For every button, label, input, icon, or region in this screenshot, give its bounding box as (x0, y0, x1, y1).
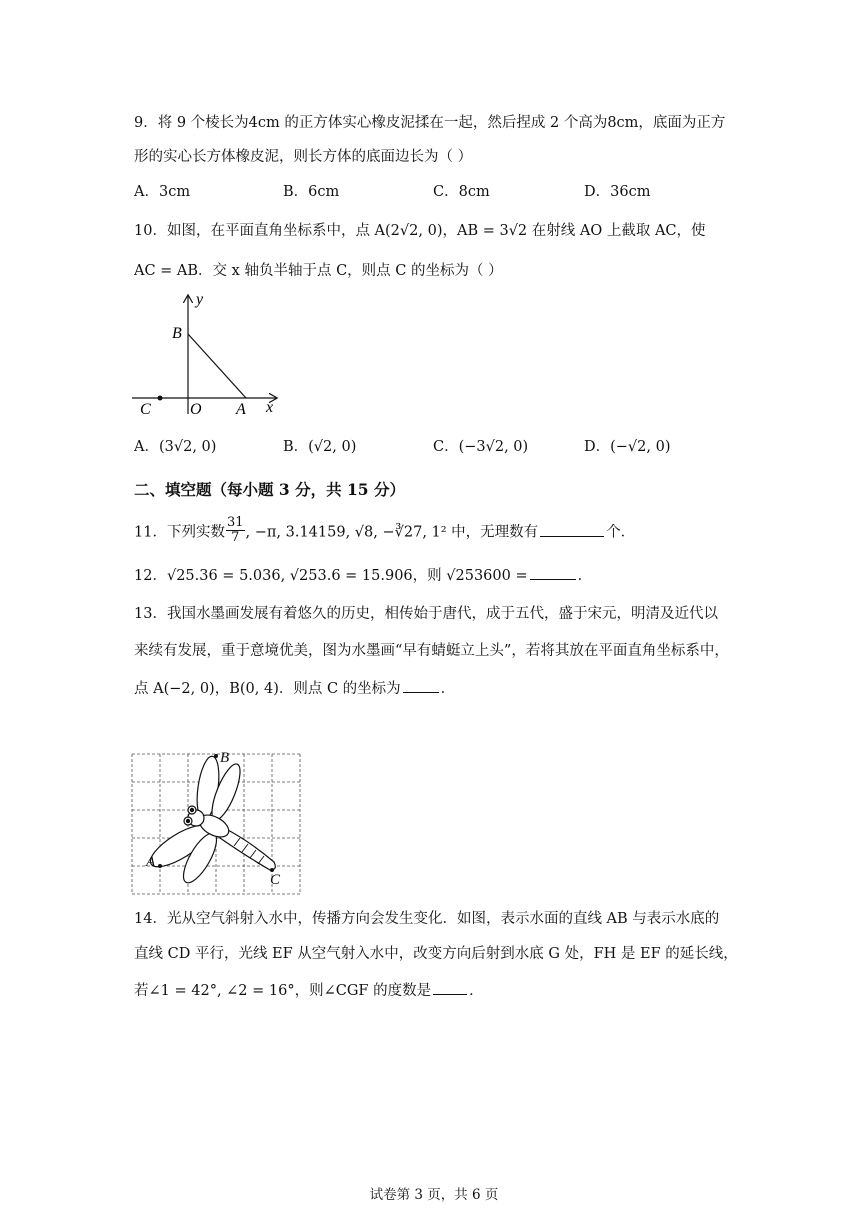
q10-option-b: B．(√2, 0) (283, 439, 357, 455)
q11-prefix: 11．下列实数 (134, 524, 225, 541)
q10-line2: AC = AB．交 x 轴负半轴于点 C，则点 C 的坐标为（ ） (134, 263, 503, 279)
segment-ab (188, 334, 246, 398)
q13-line3: 点 A(−2, 0)，B(0, 4)．则点 C 的坐标为 (134, 681, 401, 697)
q13-suffix: ． (440, 681, 456, 697)
q11-frac-den: 7 (231, 530, 240, 545)
q14-line1: 14．光从空气斜射入水中，传播方向会发生变化．如图，表示水面的直线 AB 与表示水底的 (134, 911, 720, 927)
label-c: C (140, 401, 151, 418)
label-a: A (236, 401, 246, 418)
q11-line (134, 515, 636, 547)
q10-option-a: A．(3√2, 0) (134, 439, 217, 455)
q14-answer-blank[interactable] (433, 980, 467, 995)
q9-option-d: D．36cm (584, 184, 651, 200)
page-footer: 试卷第 3 页，共 6 页 (369, 1187, 499, 1203)
point-b (214, 754, 218, 758)
q13-line3-wrap (134, 678, 455, 698)
label-b: B (172, 325, 182, 342)
dragonfly (145, 755, 276, 887)
q10-option-d: D．(−√2, 0) (584, 439, 671, 455)
q12-suffix: ． (577, 568, 593, 584)
point-a (158, 864, 162, 868)
q10-option-c: C．(−3√2, 0) (433, 439, 529, 455)
q12-answer-blank[interactable] (530, 565, 576, 580)
section-2-title: 二、填空题（每小题 3 分，共 15 分） (134, 480, 405, 499)
label-x: x (266, 399, 274, 416)
q11-answer-blank[interactable] (540, 522, 604, 537)
label-c: C (270, 872, 281, 888)
q9-line2: 形的实心长方体橡皮泥，则长方体的底面边长为（ ） (134, 149, 473, 165)
q14-line2: 直线 CD 平行，光线 EF 从空气射入水中，改变方向后射到水底 G 处，FH 是 EF 的延长线， (134, 946, 738, 962)
q10-coordinate-figure (128, 290, 288, 420)
q11-frac-num: 31 (226, 515, 244, 530)
q11-suffix: 个． (606, 524, 636, 541)
label-b: B (220, 750, 230, 766)
point-c (158, 396, 163, 401)
q11-fraction (226, 516, 245, 545)
q14-suffix: ． (469, 983, 484, 999)
label-o: O (190, 401, 202, 418)
q14-line3-wrap (134, 980, 484, 1000)
label-a: A (146, 854, 156, 870)
q13-answer-blank[interactable] (403, 678, 439, 693)
q9-option-b: B．6cm (283, 184, 340, 200)
q14-line3: 若∠1 = 42°, ∠2 = 16°，则∠CGF 的度数是 (134, 983, 432, 999)
q12-text: 12．√25.36 = 5.036, √253.6 = 15.906，则 √253600 = (134, 568, 528, 584)
q9-line1: 9．将 9 个棱长为4cm 的正方体实心橡皮泥揉在一起，然后捏成 2 个高为8cm，底面为正方 (134, 115, 726, 131)
q12-line (134, 565, 592, 585)
q11-list: , −π, 3.14159, √8, −∛27, 1² 中，无理数有 (245, 524, 539, 541)
q9-option-c: C．8cm (433, 184, 490, 200)
q10-line1: 10．如图，在平面直角坐标系中，点 A(2√2, 0)，AB = 3√2 在射线 AO 上截取 AC，使 (134, 223, 706, 239)
q13-dragonfly-figure (128, 748, 308, 898)
q13-line2: 来续有发展，重于意境优美，图为水墨画“早有蜻蜓立上头”，若将其放在平面直角坐标系中， (134, 643, 729, 659)
label-y: y (196, 291, 204, 308)
q13-line1: 13．我国水墨画发展有着悠久的历史，相传始于唐代，成于五代，盛于宋元，明清及近代以 (134, 606, 718, 622)
q9-option-a: A．3cm (134, 184, 191, 200)
